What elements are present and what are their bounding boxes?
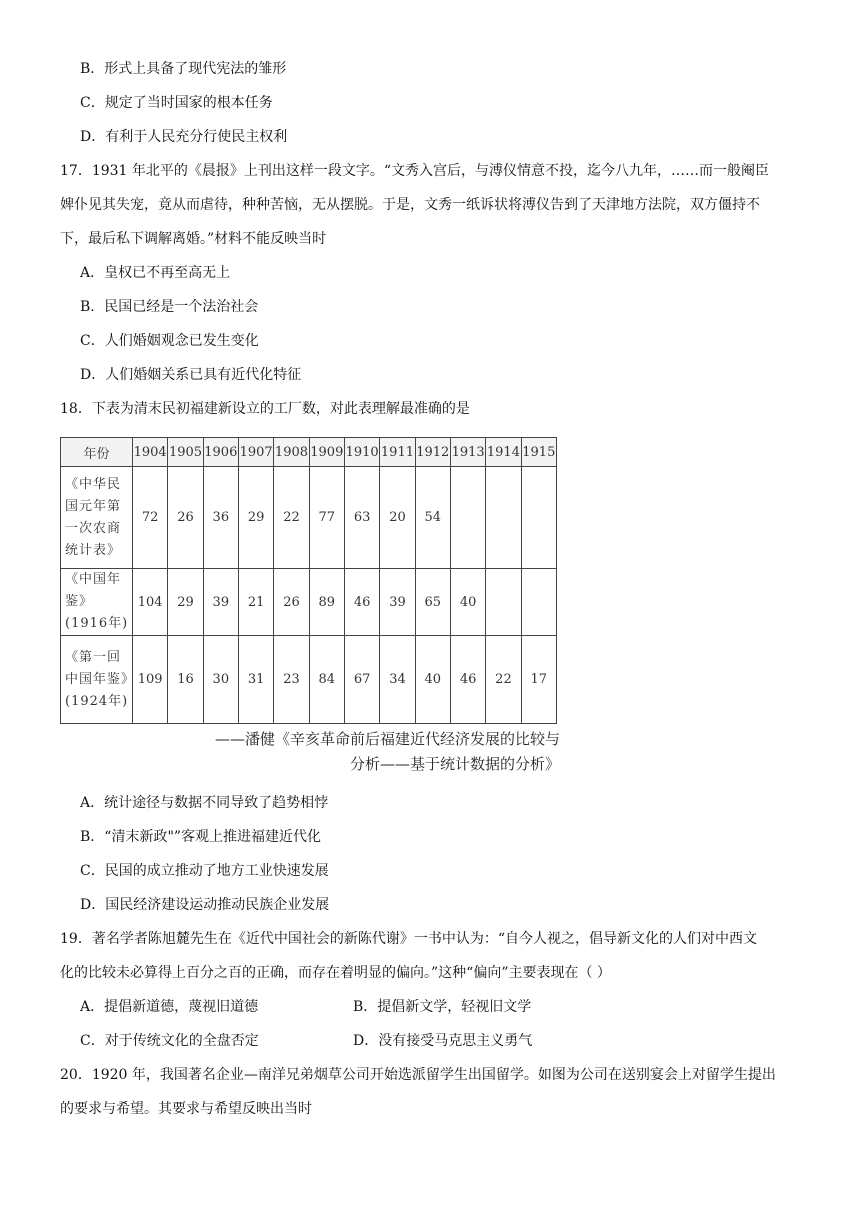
table-cell: 30 — [203, 636, 238, 724]
table-cell: 26 — [168, 467, 203, 569]
table-cell: 29 — [238, 467, 273, 569]
table-cell: 104 — [133, 569, 168, 636]
table-row — [61, 569, 557, 636]
table-cell: 40 — [450, 569, 485, 636]
q20-stem-line-2: 的要求与希望。其要求与希望反映出当时 — [60, 1101, 312, 1117]
year-header: 1908 — [274, 438, 309, 467]
q17-option-c: C．人们婚姻观念已发生变化 — [80, 333, 259, 349]
q16-option-b: B．形式上具备了现代宪法的雏形 — [80, 61, 287, 77]
table-cell: 77 — [309, 467, 344, 569]
table-cell: 65 — [415, 569, 450, 636]
q16-option-d: D．有利于人民充分行使民主权利 — [80, 129, 288, 145]
table-cell: 23 — [274, 636, 309, 724]
table-cell: 109 — [133, 636, 168, 724]
table-cell — [450, 467, 485, 569]
q18-option-b: B．“清末新政"”客观上推进福建近代化 — [80, 829, 322, 845]
year-header: 1904 — [133, 438, 168, 467]
q18-stem: 18．下表为清末民初福建新设立的工厂数，对此表理解最准确的是 — [60, 401, 470, 417]
row-source: 《第一回中国年鉴》(1924年) — [61, 636, 133, 724]
year-header: 1910 — [344, 438, 379, 467]
year-header: 1905 — [168, 438, 203, 467]
table-cell: 22 — [486, 636, 521, 724]
year-header: 1906 — [203, 438, 238, 467]
table-cell: 67 — [344, 636, 379, 724]
q19-option-a: A．提倡新道德，蔑视旧道德 — [80, 999, 259, 1015]
table-cell: 17 — [521, 636, 556, 724]
table-cell — [521, 569, 556, 636]
table-caption-line-2: 分析——基于统计数据的分析》 — [349, 755, 560, 773]
table-row — [61, 636, 557, 724]
table-cell: 72 — [133, 467, 168, 569]
table-header-row — [61, 438, 557, 467]
q20-stem-line-1: 20．1920 年，我国著名企业—南洋兄弟烟草公司开始选派留学生出国留学。如图为公司在送别宴会上对留学生提出 — [60, 1067, 776, 1083]
q19-stem-line-1: 19．著名学者陈旭麓先生在《近代中国社会的新陈代谢》一书中认为：“自今人视之，倡导新文化的人们对中西文 — [60, 931, 757, 947]
q16-option-c: C．规定了当时国家的根本任务 — [80, 95, 273, 111]
table-cell: 46 — [450, 636, 485, 724]
row-source: 《中华民国元年第一次农商统计表》 — [61, 467, 133, 569]
table-cell: 34 — [380, 636, 415, 724]
table-cell — [521, 467, 556, 569]
table-cell: 46 — [344, 569, 379, 636]
year-header: 1914 — [486, 438, 521, 467]
table-cell: 54 — [415, 467, 450, 569]
year-header: 1913 — [450, 438, 485, 467]
factory-count-table — [60, 437, 557, 724]
q18-option-a: A．统计途径与数据不同导致了趋势相悖 — [80, 795, 329, 811]
q19-stem-line-2: 化的比较未必算得上百分之百的正确，而存在着明显的偏向。”这种“偏向”主要表现在（ ） — [60, 965, 611, 981]
year-header: 1911 — [380, 438, 415, 467]
q17-stem-line-1: 17．1931 年北平的《晨报》上刊出这样一段文字。“文秀入宫后，与溥仪情意不投，迄今八九年，……而一般阉臣 — [60, 163, 770, 179]
table-cell: 84 — [309, 636, 344, 724]
year-header: 1915 — [521, 438, 556, 467]
q17-stem-line-3: 下，最后私下调解离婚。”材料不能反映当时 — [60, 231, 327, 247]
row-source: 《中国年鉴》(1916年) — [61, 569, 133, 636]
table-cell: 39 — [380, 569, 415, 636]
q19-option-c: C．对于传统文化的全盘否定 — [80, 1033, 259, 1049]
table-caption-line-1: ——潘健《辛亥革命前后福建近代经济发展的比较与 — [214, 730, 560, 748]
table-cell: 29 — [168, 569, 203, 636]
year-header: 1909 — [309, 438, 344, 467]
q19-option-d: D．没有接受马克思主义勇气 — [353, 1033, 533, 1049]
table-cell: 63 — [344, 467, 379, 569]
table-row — [61, 467, 557, 569]
q17-option-a: A．皇权已不再至高无上 — [80, 265, 231, 281]
table-cell: 16 — [168, 636, 203, 724]
table-cell — [486, 569, 521, 636]
table-cell: 39 — [203, 569, 238, 636]
table-cell: 89 — [309, 569, 344, 636]
table-cell: 26 — [274, 569, 309, 636]
table-cell: 22 — [274, 467, 309, 569]
table-cell: 36 — [203, 467, 238, 569]
table-header-label: 年份 — [61, 438, 133, 467]
table-cell: 31 — [238, 636, 273, 724]
table-cell: 20 — [380, 467, 415, 569]
table-cell — [486, 467, 521, 569]
q17-option-d: D．人们婚姻关系已具有近代化特征 — [80, 367, 302, 383]
table-cell: 40 — [415, 636, 450, 724]
year-header: 1907 — [238, 438, 273, 467]
q18-option-d: D．国民经济建设运动推动民族企业发展 — [80, 897, 330, 913]
table-cell: 21 — [238, 569, 273, 636]
year-header: 1912 — [415, 438, 450, 467]
q18-option-c: C．民国的成立推动了地方工业快速发展 — [80, 863, 329, 879]
q17-stem-line-2: 婢仆见其失宠，竟从而虐待，种种苦恼，无从摆脱。于是，文秀一纸诉状将溥仪告到了天津地方法院，双方僵持不 — [60, 197, 760, 213]
q17-option-b: B．民国已经是一个法治社会 — [80, 299, 259, 315]
q19-option-b: B．提倡新文学，轻视旧文学 — [353, 999, 532, 1015]
